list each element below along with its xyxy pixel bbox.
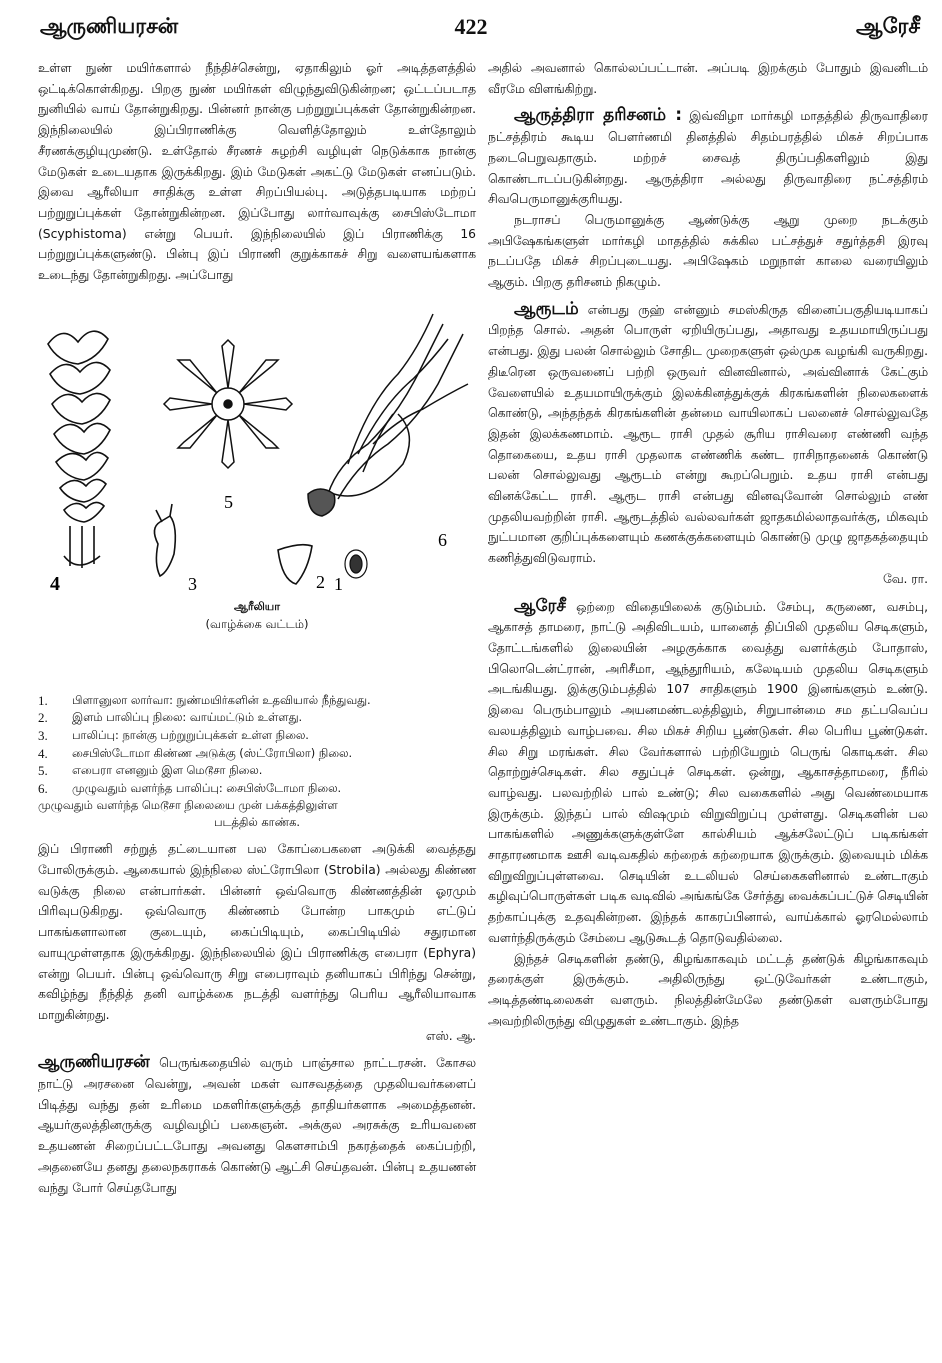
entry-aruniyarasan xyxy=(38,1052,476,1198)
figure-label-3: 3 xyxy=(188,573,197,594)
paragraph: உள்ள நுண் மயிர்களால் நீந்திச்சென்று, ஏதாகிலும் ஓர் அடித்தளத்தில் ஒட்டிக்கொள்கிறது. பிறகு நுண் மயிர்கள் விழுந்துவிடுகின்றன; ஒட்டப்படாத நுனியில் வாய் தோன்றுகிறது. பின்னர் நான்கு பற்றுறுப்புக்கள் தோன்றுகின்றன. இந்நிலையில் இப்பிராணிக்கு வெளித்தோலும் உள்தோலும் சீரணக்குழியுமுண்டு. உள்தோல் சீரணச் சுழற்சி வழியுள் நெடுக்காக நான்கு மேடுகள் உடையதாக இருக்கிறது. இம் மேடுகள் அகட்டு மேடுகள் எனப்படும். இவை ஆரீலியா சாதிக்கு உள்ள சிறப்பியல்பு. அடுத்தபடியாக மற்றப் பற்றுறுப்புக்கள் தோன்றுகின்றன. இப்போது லார்வாவுக்கு சைபிஸ்டோமா (Scyphistoma) என்று பெயர். இந்நிலையில் இப் பிராணிக்கு 16 பற்றுறுப்புக்களுண்டு. பின்பு இப் பிராணி குறுக்காகச் சிறு வளையங்களாக உடைந்து தோன்றுகிறது. அப்போது xyxy=(38,61,476,283)
figure-legend xyxy=(38,692,476,798)
entry-text: என்பது ருஹ் என்னும் சமஸ்கிருத வினைப்பகுதியடியாகப் பிறந்த சொல். அதன் பொருள் ஏறியிருப்பது, அதாவது உதயமாயிருப்பது என்பது. இது பலன் சொல்லும் சோதிட முறைகளுள் ஒல்முக வழங்கி வருகிறது. திடீரென ஒருவனைப் பற்றி ஒருவர் வினவினால், அவ்வினாக் கேட்கும் வேளையில் உதயமாயிருக்கும் இலக்கினத்துக்குக் கிரகங்களின் நிலைகளைக் கொண்டு, அந்தந்தக் கிரகங்களின் தன்மை வாயிலாகப் பலனைச் சொல்லுவதே இதன் இலக்கணமாம். ஆரூட ராசி முதல் சூரிய ராசிவரை எண்ணி வந்த தொகையை, உதய ராசி முதலாக எண்ணிக் கண்ட ராசிநாதனைக் கொண்டு பலன் சொல்லுவது ஆரூடம் என்று கூறப்பெறும். உதய ராசி என்பது வினக்கேட்ட ராசி. ஆரூட ராசி என்பது வினவுவோன் சொல்லும் எண் முதலியவற்றின் ராசி. ஆரூடத்தில் வல்லவர்கள் ஜாதகமில்லாதவர்க்கு, மிகவும் நுட்பமான குறிப்புக்களையும் கணக்குக்களையும் கொண்டு முழு ஜாதகத்தையும் கணித்துவிடுவராம். xyxy=(488,302,928,566)
planula-drawing xyxy=(345,550,367,578)
legend-item: 4. சைபிஸ்டோமா கிண்ண அடுக்கு (ஸ்ட்ரோபிலா) நிலை. xyxy=(38,745,353,761)
entry-headword: ஆருணியரசன் xyxy=(38,1052,150,1073)
entry-headword: ஆரேசீ xyxy=(514,595,566,616)
entry-text: ஒற்றை விதையிலைக் குடும்பம். சேம்பு, கருணை, வசம்பு, ஆகாசத் தாமரை, நாட்டு அதிவிடயம், யானைத் திப்பிலி முதலிய செடிகளும், தோட்டங்களில் இலையின் அழகுக்காக வைத்து வளர்க்கும் போதாஸ், பிலொடென்ட்ரான், அரிசீமா, ஆந்தூரியம், கலேடியம் முதலிய செடிகளும் அடங்கியது. இக்குடும்பத்தில் 107 சாதிகளும் 1900 இனங்களும் உண்டு. இவை பெரும்பாலும் அயனமண்டலத்திலும், சிறுபான்மை சம தட்பவெப்ப வலயத்திலும் வாழ்பவை. சில மிகச் சிறிய பூண்டுகள். சில பெரிய பூண்டுகள். சில சிறு மரங்கள். சில வேர்களால் பற்றியேறும் பெருங் கொடிகள். சில தொற்றுச்செடிகள். சில சதுப்புச் செடிகள். ஒன்று, ஆகாசத்தாமரை, நீரில் வாழ்வது. பலவற்றில் பால் உண்டு; சில வகைகளில் அது வெண்மையாக இருக்கும். இந்தப் பால் விஷமும் விறுவிறுப்பு முள்ளது. செடிகளின் பல பாகங்களில் அணுக்களுக்குள்ளே கால்சியம் ஆக்சலேட்டுப் படிகங்கள் சாதாரணமாக ஊசி வடிவகதில் கற்றைக் கற்றையாக இருக்கும். இவையும் மிக்க விறுவிறுப்புள்ளவை. செடியின் உடலியல் செய்கைகளினால் உண்டாகும் கழிவுப்பொருள்கள் படிக வடிவில் அங்கங்கே சேர்த்து வைக்கப்பட்டுச் செடியின் தற்காப்புக்கு உதவுகின்றன. இந்தக் காகரப்பினால், வாய்க்கால் ஓரமெல்லாம் வளர்ந்திருக்கும் சேம்பை ஆடுகூடத் தொடுவதில்லை. xyxy=(488,599,928,945)
author-initials: எஸ். ஆ. xyxy=(425,1028,476,1043)
paragraph: இந்தச் செடிகளின் தண்டு, கிழங்காகவும் மட்டத் தண்டுக் கிழங்காகவும் தரைக்குள் இருக்கும். அதிலிருந்து ஒட்டுவேர்கள் உண்டாகும், அடித்தண்டிலைகள் வளரும். நிலத்தின்மேலே தண்டுகள் வளரும்போது அவற்றிலிருந்து விழுதுகள் உண்டாகும். இந்த xyxy=(488,951,928,1028)
entry-araceae xyxy=(488,596,928,949)
entry-headword: ஆருத்திரா தரிசனம் : xyxy=(514,105,683,126)
legend-note-continued: படத்தில் காண்க. xyxy=(213,815,300,830)
entry-aruthira-darisanam xyxy=(488,105,928,210)
figure-label-4: 4 xyxy=(50,572,60,594)
strobila-drawing xyxy=(48,331,110,568)
figure-label-6: 6 xyxy=(438,529,447,550)
figure-label-2: 2 xyxy=(316,571,325,592)
header-right-word: ஆரேசீ xyxy=(856,14,920,38)
entry-aarudam xyxy=(488,299,928,569)
paragraph: நடராசப் பெருமானுக்கு ஆண்டுக்கு ஆறு முறை நடக்கும் அபிஷேகங்களுள் மார்கழி மாதத்தில் சுக்கில பட்சத்துச் சதுர்த்தசி இரவு நடப்பதே மிகச் சிறப்புடையது. அபிஷேகம் மறுநாள் காலை வரையிலும் ஆகும். பிறகு தரிசனம் நிகழும். xyxy=(488,212,928,290)
paragraph: இப் பிராணி சற்றுத் தட்டையான பல கோப்பைகளை அடுக்கி வைத்தது போலிருக்கும். ஆகையால் இந்நிலை ஸ்ட்ரோபிலா (Strobila) அல்லது கிண்ண வடுக்கு நிலை என்பார்கள். பின்னர் ஒவ்வொரு கிண்ணத்தின் ஓரமும் பிரிவுபடுகிறது. ஒவ்வொரு கிண்ணம் போன்ற பாகமும் எட்டுப் பாகங்களாலான குடையும், கைப்பிடியும், கைப்பிடியில் சதுரமான வாயுமுள்ளதாக இருக்கிறது. இந்நிலையில் இப் பிராணிக்கு எபைரா (Ephyra) என்று பெயர். பின்பு ஒவ்வொரு சிறு எபைராவும் தனியாகப் பிரிந்து சென்று, கவிழ்ந்து நீந்தித் தனி வாழ்க்கை நடத்தி வளர்ந்து பெரிய ஆரீலியாவாக மாறுகின்றது. xyxy=(38,842,476,1022)
header-left-word: ஆருணியரசன் xyxy=(40,14,179,38)
left-column xyxy=(38,58,476,1198)
scyphistoma-drawing xyxy=(308,314,468,516)
polyp-drawing xyxy=(154,504,175,576)
legend-note: முழுவதும் வளர்ந்த மெடூசா நிலையை முன் பக்கத்திலுள்ள xyxy=(38,798,338,813)
running-header xyxy=(0,0,942,44)
legend-item: 5. எபைரா எனனும் இள மெடூசா நிலை. xyxy=(38,763,263,779)
entry-headword: ஆரூடம் xyxy=(514,298,579,319)
life-cycle-drawing xyxy=(38,294,476,594)
author-initials: வே. ரா. xyxy=(882,571,928,586)
legend-item: 1. பிளானுலா லார்வா: நுண்மயிர்களின் உதவியால் நீந்துவது. xyxy=(38,692,371,708)
young-polyp-drawing xyxy=(278,544,312,583)
figure-subcaption: (வாழ்க்கை வட்டம்) xyxy=(205,616,309,631)
figure-caption: ஆரீலியா xyxy=(234,599,280,613)
figure-label-1: 1 xyxy=(334,573,343,594)
legend-item: 6. முழுவதும் வளர்ந்த பாலிப்பு: சைபிஸ்டோமா நிலை. xyxy=(38,780,342,796)
page-number: 422 xyxy=(454,14,488,39)
entry-text: பெருங்கதையில் வரும் பாஞ்சால நாட்டரசன். கோசல நாட்டு அரசனை வென்று, அவன் மகள் வாசவதத்தை முதலியவர்களைப் பிடித்து வந்து தன் உரிமை மகளிர்களுக்குத் தாதியர்களாக அமைத்தனன். ஆயர்குலத்தினருக்கு வழிவழிப் பகைஞன். அக்குல அரசுக்கு உரியவனை உதயணன் சிறைப்பட்டபோது அவனது கௌசாம்பி நகரத்தைக் கைப்பற்றி, அதனையே தனது தலைநகராகக் கொண்டு ஆட்சி செய்தவன். பின்பு உதயணன் வந்து போர் செய்தபோது xyxy=(38,1056,476,1195)
paragraph: அதில் அவனால் கொல்லப்பட்டான். அப்படி இறக்கும் போதும் இவனிடம் வீரமே விளங்கிற்று. xyxy=(488,61,928,96)
entry-text: இவ்விழா மார்கழி மாதத்தில் திருவாதிரை நட்சத்திரம் கூடிய பௌர்ணமி தினத்தில் சிதம்பரத்தில் மிகச் சிறப்பாக நடைபெறுவதாகும். மற்றச் சைவத் திருப்பதிகளிலும் இது கொண்டாடப்படுகின்றது. ஆருத்திரா அல்லது திருவாதிரை நட்சத்திரம் சிவபெருமானுக்குரியது. xyxy=(488,109,928,207)
ephyra-drawing xyxy=(164,340,292,468)
legend-item: 2. இளம் பாலிப்பு நிலை: வாய்மட்டும் உள்ளது. xyxy=(38,710,303,726)
legend-item: 3. பாலிப்பு: நான்கு பற்றுறுப்புக்கள் உள்ள நிலை. xyxy=(38,727,309,743)
figure-label-5: 5 xyxy=(224,491,233,512)
right-column xyxy=(488,58,928,1031)
aurelia-life-cycle-figure xyxy=(38,294,476,688)
